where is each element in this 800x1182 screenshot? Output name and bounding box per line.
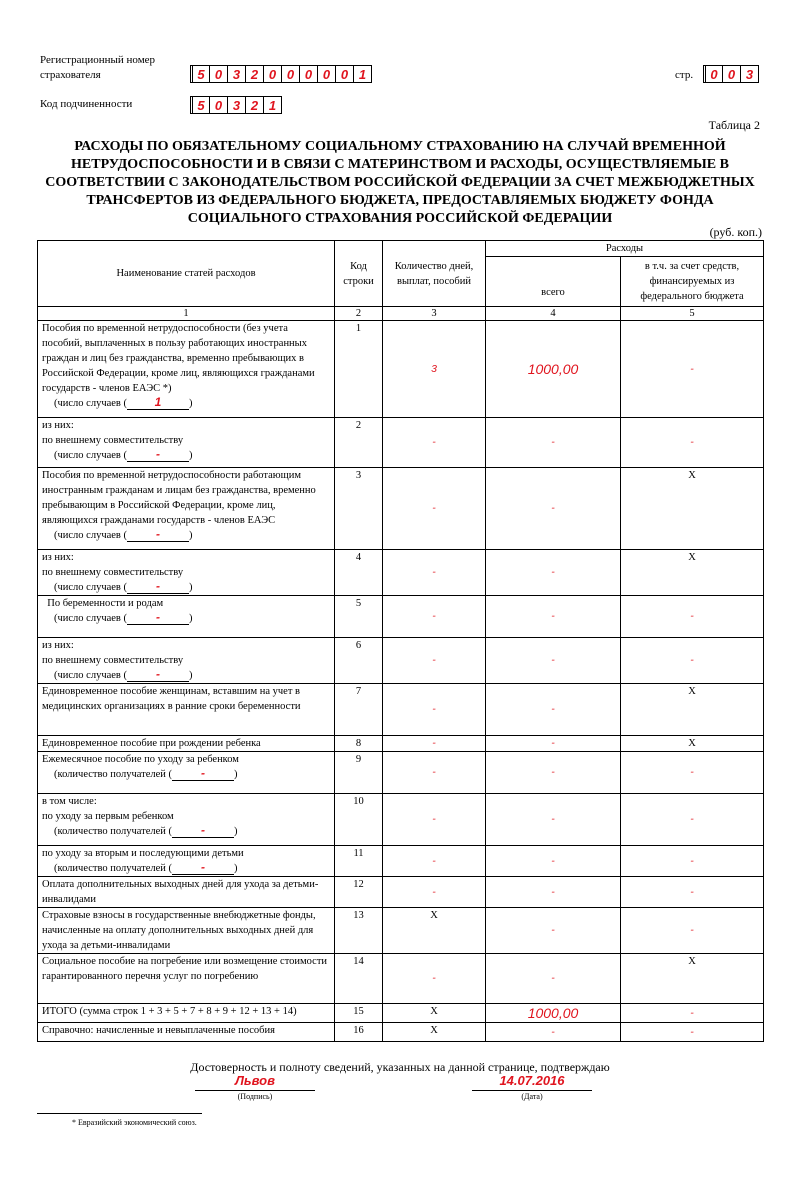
row-label: [38, 468, 335, 550]
row-label: [38, 1004, 335, 1023]
cell-c5: X: [621, 550, 764, 596]
cell-c5[interactable]: -: [621, 877, 764, 908]
row-label-text: из них:: [42, 640, 74, 651]
cell-c3[interactable]: -: [383, 752, 486, 794]
table-row: [38, 877, 764, 908]
count-field[interactable]: -: [172, 767, 234, 781]
row-code: 7: [335, 684, 383, 736]
reg-number-digit[interactable]: 1: [354, 65, 372, 83]
reg-number-digit[interactable]: 0: [318, 65, 336, 83]
expenses-table: [37, 240, 764, 1042]
row-code: 12: [335, 877, 383, 908]
cell-c4[interactable]: -: [486, 794, 621, 846]
row-label: [38, 752, 335, 794]
count-field[interactable]: -: [127, 668, 189, 682]
row-label-text: Единовременное пособие при рождении ребенка: [42, 738, 261, 749]
signature-caption: (Подпись): [237, 1092, 273, 1101]
table-row: [38, 752, 764, 794]
row-label-text: по внешнему совместительству: [42, 655, 184, 666]
reg-number-digit[interactable]: 0: [210, 65, 228, 83]
count-line: [42, 448, 330, 463]
cell-c5[interactable]: -: [621, 638, 764, 684]
row-label: [38, 550, 335, 596]
cell-c4[interactable]: -: [486, 877, 621, 908]
col-num-2: 2: [335, 307, 383, 321]
row-code: 15: [335, 1004, 383, 1023]
row-label-text: Страховые взносы в государственные внебюджетные фонды, начисленные на оплату дополнительных выходных дней для ухода за детьми-инвалидами: [42, 910, 319, 951]
footnote: * Евразийский экономический союз.: [72, 1118, 197, 1127]
count-label: (число случаев (: [54, 398, 128, 409]
reg-number-digit[interactable]: 0: [282, 65, 300, 83]
row-code: 3: [335, 468, 383, 550]
reg-number-label: [40, 53, 155, 83]
cell-c3: X: [383, 908, 486, 954]
table-row: [38, 468, 764, 550]
col-num-3: 3: [383, 307, 486, 321]
count-line: [42, 824, 330, 839]
row-label: [38, 736, 335, 752]
table-row: [38, 321, 764, 418]
cell-c4[interactable]: -: [486, 468, 621, 550]
cell-c3[interactable]: 3: [383, 321, 486, 418]
col-header-days: Количество дней, выплат, пособий: [383, 241, 486, 307]
count-label: (число случаев (: [54, 613, 128, 624]
count-close-paren: ): [234, 826, 238, 837]
row-code: 6: [335, 638, 383, 684]
count-line: [42, 767, 330, 782]
page-number-digit[interactable]: 3: [741, 65, 759, 83]
count-line: [42, 396, 330, 411]
row-label: [38, 684, 335, 736]
count-close-paren: ): [234, 863, 238, 874]
reg-label-line1: Регистрационный номер: [40, 54, 156, 66]
reg-number-digit[interactable]: 0: [264, 65, 282, 83]
count-label: (число случаев (: [54, 582, 128, 593]
count-field[interactable]: -: [172, 861, 234, 875]
date-caption: (Дата): [521, 1092, 543, 1101]
page-label: стр.: [675, 69, 694, 81]
cell-c4[interactable]: -: [486, 736, 621, 752]
count-label: (число случаев (: [54, 530, 128, 541]
table-row: [38, 418, 764, 468]
row-label-text: из них:: [42, 552, 74, 563]
cell-c3[interactable]: -: [383, 638, 486, 684]
subordination-code-digit[interactable]: 0: [210, 96, 228, 114]
cell-c5[interactable]: -: [621, 752, 764, 794]
row-code: 8: [335, 736, 383, 752]
subordination-code-digit[interactable]: 5: [192, 96, 210, 114]
cell-c5: X: [621, 954, 764, 1004]
count-close-paren: ): [189, 398, 193, 409]
row-label-text: по внешнему совместительству: [42, 567, 184, 578]
reg-number-digit[interactable]: 0: [300, 65, 318, 83]
row-code: 13: [335, 908, 383, 954]
cell-c3[interactable]: -: [383, 550, 486, 596]
row-code: 1: [335, 321, 383, 418]
table-number: Таблица 2: [708, 118, 760, 132]
count-line: [42, 861, 330, 876]
count-close-paren: ): [189, 670, 193, 681]
count-close-paren: ): [189, 450, 193, 461]
row-label: [38, 418, 335, 468]
form-title: РАСХОДЫ ПО ОБЯЗАТЕЛЬНОМУ СОЦИАЛЬНОМУ СТРАХОВАНИЮ НА СЛУЧАЙ ВРЕМЕННОЙ НЕТРУДОСПОСОБНОСТИ И В СВЯЗИ С МАТЕРИНСТВОМ И РАСХОДЫ, ОСУЩЕСТВЛЯЕМЫЕ В СООТВЕТСТВИИ С ЗАКОНОДАТЕЛЬСТВОМ РОССИЙСКОЙ ФЕДЕРАЦИИ ЗА СЧЕТ МЕЖБЮДЖЕТНЫХ ТРАНСФЕРТОВ ИЗ ФЕДЕРАЛЬНОГО БЮДЖЕТА, ПРЕДОСТАВЛЯЕМЫХ БЮДЖЕТУ ФОНДА СОЦИАЛЬНОГО СТРАХОВАНИЯ РОССИЙСКОЙ ФЕДЕРАЦИИ: [45, 139, 755, 226]
row-label-text: Пособия по временной нетрудоспособности работающим иностранным гражданам и лицам без гражданства, временно пребывающим в Российской Федерации, кроме лиц, являющихся гражданами государств - членов ЕАЭС: [42, 470, 319, 526]
count-field[interactable]: -: [127, 611, 189, 625]
col-header-code: Код строки: [335, 241, 383, 307]
table-row: [38, 908, 764, 954]
page-number-digit[interactable]: 0: [705, 65, 723, 83]
row-label: [38, 1023, 335, 1042]
row-label-text: ИТОГО (сумма строк 1 + 3 + 5 + 7 + 8 + 9 + 12 + 13 + 14): [42, 1006, 297, 1017]
reg-number-digit[interactable]: 0: [336, 65, 354, 83]
count-close-paren: ): [189, 582, 193, 593]
row-label-text: Ежемесячное пособие по уходу за ребенком: [42, 754, 239, 765]
count-line: [42, 611, 330, 626]
row-label: [38, 596, 335, 638]
cell-c4[interactable]: -: [486, 638, 621, 684]
row-label: [38, 954, 335, 1004]
row-label-text: Оплата дополнительных выходных дней для ухода за детьми-инвалидами: [42, 879, 319, 905]
table-row: [38, 846, 764, 877]
count-line: [42, 668, 330, 683]
cell-c3: X: [383, 1004, 486, 1023]
cell-c5[interactable]: -: [621, 794, 764, 846]
cell-c4[interactable]: 1000,00: [486, 321, 621, 418]
row-label-text: в том числе:: [42, 796, 97, 807]
table-row: [38, 684, 764, 736]
count-line: [42, 580, 330, 595]
row-label: [38, 638, 335, 684]
row-label-text: По беременности и родам: [42, 598, 164, 609]
count-label: (количество получателей (: [54, 826, 173, 837]
row-label: [38, 846, 335, 877]
count-field[interactable]: -: [172, 824, 234, 838]
cell-c3[interactable]: -: [383, 468, 486, 550]
reg-number-digit[interactable]: 2: [246, 65, 264, 83]
count-label: (количество получателей (: [54, 863, 173, 874]
subordination-code-digit[interactable]: 1: [264, 96, 282, 114]
subordination-label: Код подчиненности: [40, 98, 133, 110]
cell-c3[interactable]: -: [383, 684, 486, 736]
col-header-federal: в т.ч. за счет средств, финансируемых из федерального бюджета: [621, 257, 764, 307]
reg-number-cells[interactable]: [190, 65, 372, 83]
row-code: 5: [335, 596, 383, 638]
row-code: 16: [335, 1023, 383, 1042]
cell-c3[interactable]: -: [383, 846, 486, 877]
col-num-4: 4: [486, 307, 621, 321]
row-label-text: по уходу за вторым и последующими детьми: [42, 848, 244, 859]
count-close-paren: ): [234, 769, 238, 780]
col-header-name: Наименование статей расходов: [38, 241, 335, 307]
units-label: (руб. коп.): [709, 225, 762, 239]
cell-c5: X: [621, 684, 764, 736]
row-label-text: по уходу за первым ребенком: [42, 811, 174, 822]
row-label: [38, 908, 335, 954]
cell-c3[interactable]: -: [383, 954, 486, 1004]
subordination-code-digit[interactable]: 2: [246, 96, 264, 114]
row-code: 4: [335, 550, 383, 596]
date-field[interactable]: 14.07.2016: [472, 1073, 592, 1091]
col-header-total: всего: [486, 257, 621, 307]
table-row: [38, 736, 764, 752]
cell-c3: X: [383, 1023, 486, 1042]
table-row: [38, 638, 764, 684]
row-label-text: Единовременное пособие женщинам, вставшим на учет в медицинских организациях в ранние сроки беременности: [42, 686, 303, 712]
page-number-digit[interactable]: 0: [723, 65, 741, 83]
cell-c3[interactable]: -: [383, 877, 486, 908]
count-field[interactable]: -: [127, 528, 189, 542]
cell-c5[interactable]: -: [621, 1004, 764, 1023]
cell-c4[interactable]: -: [486, 954, 621, 1004]
cell-c4[interactable]: 1000,00: [486, 1004, 621, 1023]
row-label-text: из них:: [42, 420, 74, 431]
cell-c5[interactable]: -: [621, 418, 764, 468]
cell-c4[interactable]: -: [486, 1023, 621, 1042]
count-field[interactable]: -: [127, 580, 189, 594]
cell-c4[interactable]: -: [486, 908, 621, 954]
row-label: [38, 794, 335, 846]
table-row: [38, 596, 764, 638]
cell-c3[interactable]: -: [383, 418, 486, 468]
row-code: 14: [335, 954, 383, 1004]
reg-number-digit[interactable]: 5: [192, 65, 210, 83]
count-field[interactable]: -: [127, 448, 189, 462]
count-field[interactable]: 1: [127, 396, 189, 410]
footnote-divider: [37, 1113, 202, 1114]
subordination-code-cells[interactable]: [190, 96, 282, 114]
subordination-code-digit[interactable]: 3: [228, 96, 246, 114]
cell-c4[interactable]: -: [486, 752, 621, 794]
page-number-cells[interactable]: [703, 65, 759, 83]
cell-c5[interactable]: -: [621, 908, 764, 954]
cell-c4[interactable]: -: [486, 684, 621, 736]
cell-c4[interactable]: -: [486, 550, 621, 596]
cell-c4[interactable]: -: [486, 418, 621, 468]
signature-field[interactable]: Львов: [195, 1073, 315, 1091]
count-close-paren: ): [189, 530, 193, 541]
cell-c4[interactable]: -: [486, 846, 621, 877]
row-label-text: Пособия по временной нетрудоспособности (без учета пособий, выплаченных в пользу работающих иностранных граждан и лиц без гражданства, временно пребывающих в Российской Федерации, кроме лиц, являющихся гражданами государств - членов ЕАЭС *): [42, 323, 318, 394]
col-header-expenses: Расходы: [486, 241, 764, 257]
table-row: [38, 550, 764, 596]
cell-c5[interactable]: -: [621, 846, 764, 877]
table-row: [38, 1004, 764, 1023]
cell-c5[interactable]: -: [621, 596, 764, 638]
cell-c5[interactable]: -: [621, 321, 764, 418]
row-label: [38, 321, 335, 418]
row-code: 2: [335, 418, 383, 468]
row-label-text: по внешнему совместительству: [42, 435, 184, 446]
row-label-text: Социальное пособие на погребение или возмещение стоимости гарантированного перечня услуг по погребению: [42, 956, 330, 982]
row-code: 11: [335, 846, 383, 877]
count-label: (количество получателей (: [54, 769, 173, 780]
col-num-1: 1: [38, 307, 335, 321]
count-label: (число случаев (: [54, 670, 128, 681]
cell-c4[interactable]: -: [486, 596, 621, 638]
table-row: [38, 1023, 764, 1042]
cell-c5[interactable]: -: [621, 1023, 764, 1042]
confirmation-text: Достоверность и полноту сведений, указанных на данной странице, подтверждаю: [190, 1060, 610, 1074]
cell-c5: X: [621, 736, 764, 752]
cell-c5: X: [621, 468, 764, 550]
row-code: 9: [335, 752, 383, 794]
reg-label-line2: страхователя: [40, 69, 101, 81]
cell-c3[interactable]: -: [383, 736, 486, 752]
row-code: 10: [335, 794, 383, 846]
cell-c3[interactable]: -: [383, 596, 486, 638]
count-label: (число случаев (: [54, 450, 128, 461]
reg-number-digit[interactable]: 3: [228, 65, 246, 83]
row-label: [38, 877, 335, 908]
table-row: [38, 954, 764, 1004]
row-label-text: Справочно: начисленные и невыплаченные пособия: [42, 1025, 275, 1036]
count-line: [42, 528, 330, 543]
table-row: [38, 794, 764, 846]
col-num-5: 5: [621, 307, 764, 321]
cell-c3[interactable]: -: [383, 794, 486, 846]
count-close-paren: ): [189, 613, 193, 624]
